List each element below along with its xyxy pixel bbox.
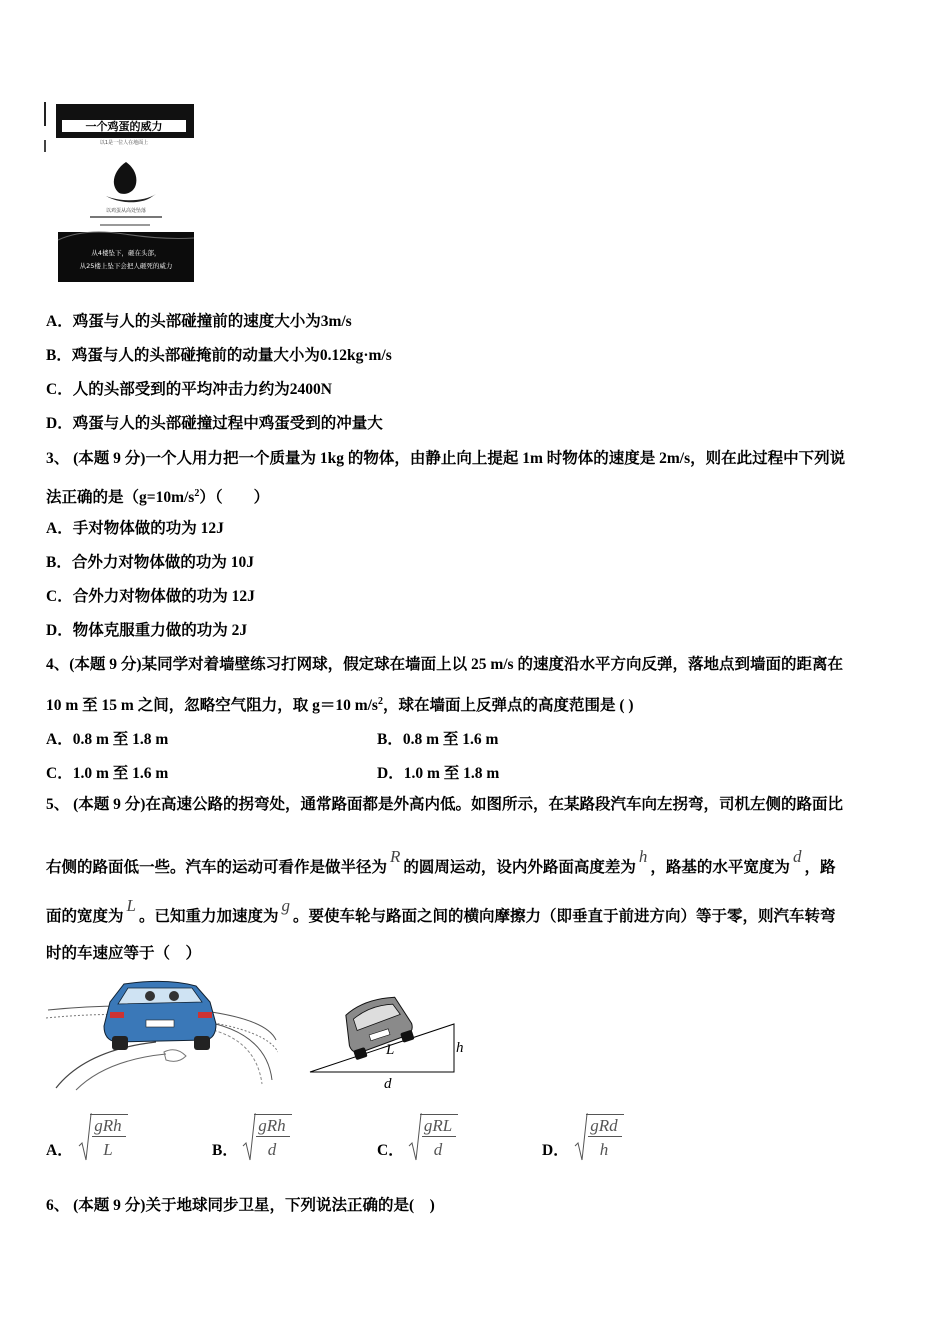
q4-stem-line2-post: ，球在墙面上反弹点的高度范围是 ( ) (382, 697, 634, 715)
q5-d-bar (588, 1136, 622, 1137)
q3-sup: 2 (194, 488, 200, 499)
var-g: g (281, 896, 290, 915)
q5-text-d: ，路 (804, 859, 836, 876)
incline-label-L: L (386, 1042, 395, 1058)
poster-title: 一个鸡蛋的威力 (85, 120, 163, 133)
egg-poster-image (44, 100, 196, 286)
q5-stem-line3 (46, 896, 836, 927)
q5-a-num: gRh (94, 1116, 122, 1135)
q5-c-den: d (433, 1140, 443, 1159)
var-h: h (638, 847, 648, 866)
q4-option-a: A．0.8 m 至 1.8 m (46, 731, 169, 748)
q5-text-a: 右侧的路面低一些。汽车的运动可看作是做半径为 (46, 859, 388, 876)
q5-d-num: gRd (590, 1116, 618, 1135)
q5-option-c-formula (408, 1112, 458, 1164)
q5-c-bar (422, 1136, 456, 1137)
incline-label-d: d (384, 1076, 392, 1092)
var-L: L (126, 896, 136, 915)
q3-option-c: C．合外力对物体做的功为 12J (46, 588, 255, 605)
q2-option-d: D．鸡蛋与人的头部碰撞过程中鸡蛋受到的冲量大 (46, 415, 383, 432)
q4-sup: 2 (377, 696, 383, 707)
q3-option-d: D．物体克服重力做的功为 2J (46, 622, 248, 639)
q5-b-bar (256, 1136, 290, 1137)
q5-c-num: gRL (423, 1116, 453, 1135)
poster-subtitle: 以1是一位人在地面上 (99, 140, 149, 146)
q3-stem-line2 (46, 484, 269, 508)
q4-stem-line2 (46, 692, 634, 716)
q5-option-b-label: B． (212, 1142, 238, 1159)
poster-caption-2: 从25楼上坠下会把人砸死的威力 (79, 262, 173, 270)
q3-option-b: B．合外力对物体做的功为 10J (46, 554, 254, 571)
incline-road-diagram (308, 992, 472, 1092)
q4-option-d: D．1.0 m 至 1.8 m (377, 765, 500, 782)
q5-b-den: d (267, 1140, 277, 1159)
q5-option-a-formula (78, 1112, 128, 1164)
q2-option-a: A．鸡蛋与人的头部碰撞前的速度大小为3m/s (46, 313, 352, 330)
var-d: d (792, 847, 802, 866)
q2-option-c: C．人的头部受到的平均冲击力约为2400N (46, 381, 332, 398)
q5-option-d-formula (574, 1112, 624, 1164)
q5-text-c: ，路基的水平宽度为 (650, 859, 790, 876)
q4-stem-line1: 4、(本题 9 分)某同学对着墙壁练习打网球，假定球在墙面上以 25 m/s 的速度沿水平方向反弹，落地点到墙面的距离在 (46, 656, 843, 673)
q5-stem-line4: 时的车速应等于（ ） (46, 945, 202, 962)
q5-text-g: 。要使车轮与路面之间的横向摩擦力（即垂直于前进方向）等于零，则汽车转弯 (293, 908, 836, 925)
incline-label-h: h (456, 1040, 464, 1056)
q5-text-b: 的圆周运动，设内外路面高度差为 (403, 859, 636, 876)
q3-option-a: A．手对物体做的功为 12J (46, 520, 224, 537)
poster-caption-1: 从4楼坠下，砸在头部， (91, 249, 161, 257)
q5-a-den: L (103, 1140, 113, 1159)
q5-option-a-label: A． (46, 1142, 73, 1159)
q2-option-b: B．鸡蛋与人的头部碰掩前的动量大小为0.12kg·m/s (46, 347, 392, 364)
car-turning-illustration (46, 980, 278, 1092)
q3-stem-line2-post: ）（ ） (199, 489, 270, 507)
q5-option-c-label: C． (377, 1142, 404, 1159)
q5-a-bar (92, 1136, 126, 1137)
q5-stem-line1: 5、 (本题 9 分)在高速公路的拐弯处，通常路面都是外高内低。如图所示，在某路段汽车向左拐弯，司机左侧的路面比 (46, 796, 843, 813)
q4-option-c: C．1.0 m 至 1.6 m (46, 765, 169, 782)
q5-text-f: 。已知重力加速度为 (138, 908, 279, 925)
q5-text-e: 面的宽度为 (46, 908, 124, 925)
poster-caption-top: 以鸡蛋从高处坠落 (105, 208, 147, 214)
q6-stem-line1: 6、 (本题 9 分)关于地球同步卫星，下列说法正确的是( ) (46, 1197, 435, 1214)
q5-option-b-formula (242, 1112, 292, 1164)
q3-stem-line1: 3、 (本题 9 分)一个人用力把一个质量为 1kg 的物体，由静止向上提起 1m 时物体的速度是 2m/s，则在此过程中下列说 (46, 450, 846, 467)
q5-stem-line2 (46, 847, 836, 878)
q3-stem-line2-pre: 法正确的是（g=10m/s (46, 489, 195, 507)
q5-b-num: gRh (258, 1116, 286, 1135)
q4-option-b: B．0.8 m 至 1.6 m (377, 731, 499, 748)
q4-stem-line2-pre: 10 m 至 15 m 之间，忽略空气阻力，取 g＝10 m/s (46, 697, 378, 715)
q5-d-den: h (599, 1140, 609, 1159)
var-R: R (390, 847, 401, 866)
q5-option-d-label: D． (542, 1142, 569, 1159)
